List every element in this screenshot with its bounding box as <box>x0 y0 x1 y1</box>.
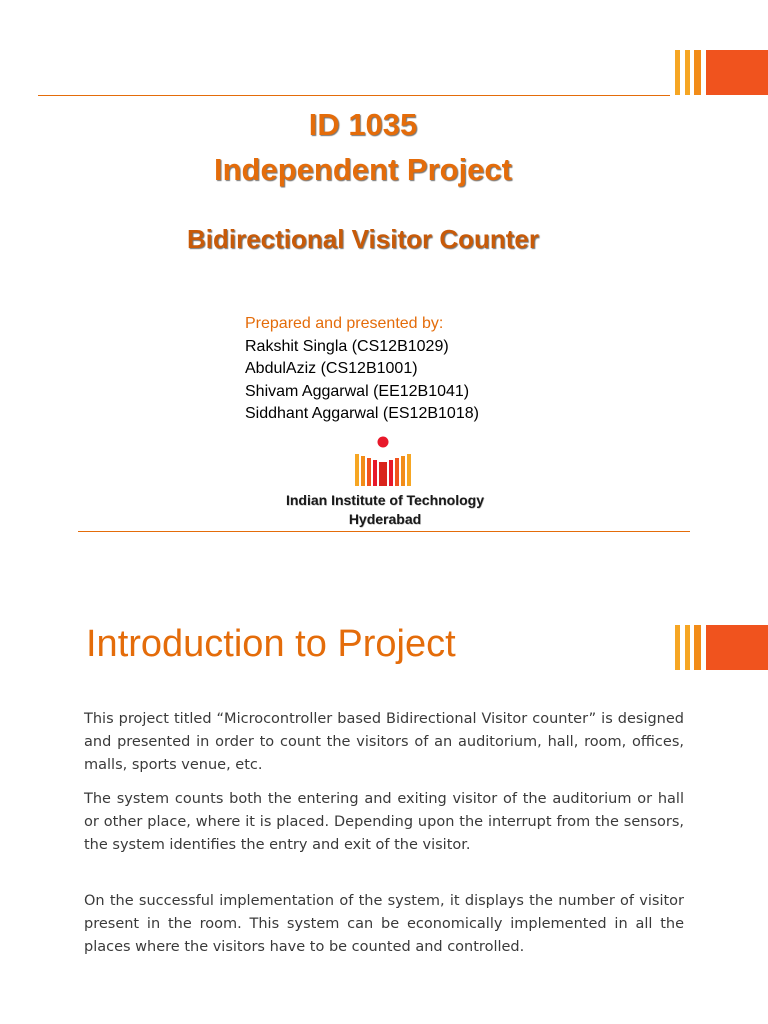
footer-rule <box>78 531 690 532</box>
bar-stripe <box>694 625 701 670</box>
intro-paragraph: On the successful implementation of the system, it displays the number of visitor present in the room. This system can be economically implemented in all the places where the visitors have to be counted and controlled. <box>84 893 684 955</box>
presenters-block <box>245 313 479 426</box>
slide-title-id: ID 1035 <box>308 107 418 142</box>
bar-stripe <box>675 50 680 95</box>
institute-logo <box>355 436 411 488</box>
presenter-name: Siddhant Aggarwal (ES12B1018) <box>245 405 479 422</box>
slide-heading: Introduction to Project <box>86 623 456 665</box>
decorative-bars <box>675 625 768 670</box>
bar-stripe <box>675 625 680 670</box>
intro-paragraph: This project titled “Microcontroller based Bidirectional Visitor counter” is designed and presented in order to count the visitors of an auditorium, hall, room, offices, malls, sports venue, etc. <box>84 711 684 773</box>
presenter-name: Rakshit Singla (CS12B1029) <box>245 337 449 355</box>
bar-stripe <box>685 625 690 670</box>
institute-name: Indian Institute of Technology <box>285 492 485 508</box>
header-rule <box>38 95 670 96</box>
institute-city: Hyderabad <box>348 511 422 527</box>
decorative-bars <box>675 50 768 95</box>
slide-title-project: Independent Project <box>214 152 512 187</box>
intro-paragraph: The system counts both the entering and exiting visitor of the auditorium or hall or other place, where it is placed. Depending upon the interrupt from the sensors, the system identifies the entry and exit of the visitor. <box>84 791 684 853</box>
slide-introduction <box>0 560 768 1024</box>
slide-subtitle: Bidirectional Visitor Counter <box>186 224 539 254</box>
presenters-lead: Prepared and presented by: <box>245 315 444 332</box>
bar-block <box>706 50 768 95</box>
bar-block <box>706 625 768 670</box>
presenter-name: AbdulAziz (CS12B1001) <box>245 360 418 377</box>
bar-stripe <box>694 50 701 95</box>
presenter-name: Shivam Aggarwal (EE12B1041) <box>245 382 470 400</box>
bar-stripe <box>685 50 690 95</box>
